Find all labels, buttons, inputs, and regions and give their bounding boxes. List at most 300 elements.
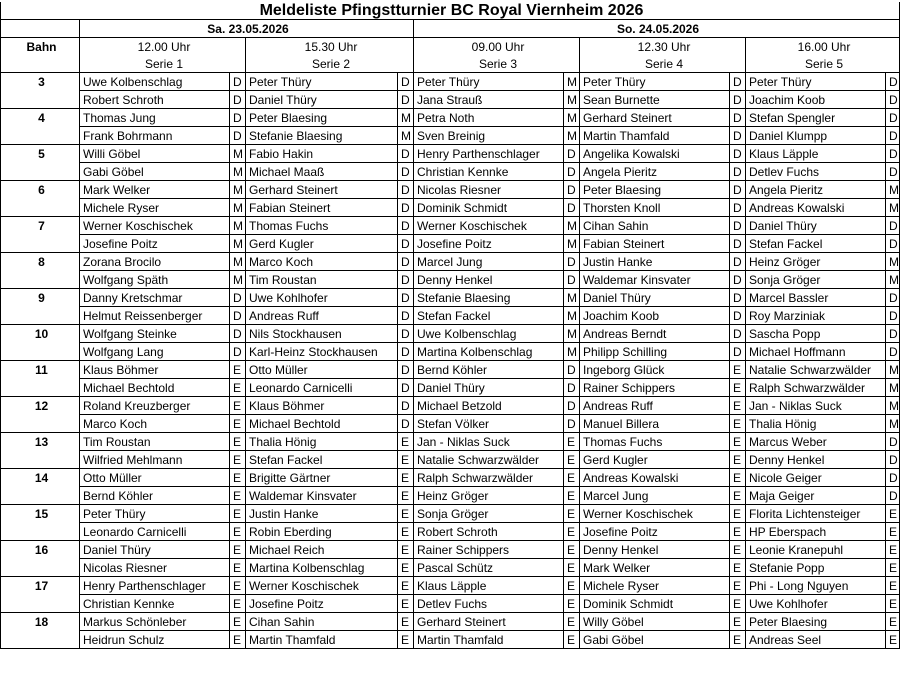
- player-name: Waldemar Kinsvater: [580, 271, 730, 289]
- series-2-name: Serie 2: [246, 55, 414, 73]
- category-code: E: [886, 559, 900, 577]
- player-name: Tim Roustan: [246, 271, 398, 289]
- player-name: Uwe Kolbenschlag: [414, 325, 564, 343]
- category-code: D: [730, 217, 746, 235]
- player-name: Thomas Fuchs: [580, 433, 730, 451]
- category-code: D: [398, 325, 414, 343]
- player-name: Petra Noth: [414, 109, 564, 127]
- bahn-number: 14: [1, 469, 80, 487]
- category-code: D: [730, 307, 746, 325]
- player-name: Andreas Berndt: [580, 325, 730, 343]
- table-row: [1, 325, 900, 343]
- category-code: D: [886, 217, 900, 235]
- category-code: M: [230, 253, 246, 271]
- series-2-time: 15.30 Uhr: [246, 38, 414, 56]
- player-name: Waldemar Kinsvater: [246, 487, 398, 505]
- category-code: D: [730, 181, 746, 199]
- player-name: Nicolas Riesner: [414, 181, 564, 199]
- player-name: Sonja Gröger: [746, 271, 886, 289]
- day-sunday: So. 24.05.2026: [414, 20, 900, 38]
- series-1-time: 12.00 Uhr: [137, 39, 191, 54]
- category-code: E: [398, 505, 414, 523]
- bahn-number: 7: [1, 217, 80, 235]
- category-code: E: [730, 595, 746, 613]
- category-code: D: [730, 163, 746, 181]
- player-name: Uwe Kolbenschlag: [80, 73, 230, 91]
- category-code: M: [886, 199, 900, 217]
- category-code: E: [564, 577, 580, 595]
- bahn-number: 5: [1, 145, 80, 163]
- player-name: Michael Maaß: [246, 163, 398, 181]
- table-row: [1, 307, 900, 325]
- bahn-number: [1, 343, 80, 361]
- player-name: Josefine Poitz: [580, 523, 730, 541]
- category-code: D: [886, 325, 900, 343]
- category-code: E: [730, 415, 746, 433]
- category-code: E: [230, 613, 246, 631]
- category-code: D: [886, 145, 900, 163]
- player-name: Michele Ryser: [80, 199, 230, 217]
- category-code: D: [564, 163, 580, 181]
- bahn-number: [1, 271, 80, 289]
- category-code: M: [230, 181, 246, 199]
- player-name: Bernd Köhler: [80, 487, 230, 505]
- category-code: D: [398, 361, 414, 379]
- series-3-time: 09.00 Uhr: [471, 39, 525, 54]
- player-name: Nils Stockhausen: [246, 325, 398, 343]
- player-name: Michael Reich: [246, 541, 398, 559]
- category-code: E: [730, 487, 746, 505]
- bahn-number: 6: [1, 181, 80, 199]
- player-name: Robin Eberding: [246, 523, 398, 541]
- category-code: D: [398, 307, 414, 325]
- table-row: [1, 595, 900, 613]
- player-name: Danny Kretschmar: [80, 289, 230, 307]
- player-name: Peter Blaesing: [746, 613, 886, 631]
- player-name: Manuel Billera: [580, 415, 730, 433]
- category-code: E: [230, 577, 246, 595]
- category-code: D: [230, 109, 246, 127]
- category-code: E: [398, 559, 414, 577]
- category-code: D: [730, 325, 746, 343]
- player-name: Nicole Geiger: [746, 469, 886, 487]
- category-code: M: [564, 325, 580, 343]
- category-code: D: [398, 217, 414, 235]
- table-row: [1, 361, 900, 379]
- category-code: E: [230, 469, 246, 487]
- player-name: Christian Kennke: [414, 163, 564, 181]
- player-name: Andreas Kowalski: [746, 199, 886, 217]
- player-name: Denny Henkel: [580, 541, 730, 559]
- player-name: Peter Thüry: [746, 73, 886, 91]
- category-code: E: [398, 577, 414, 595]
- category-code: D: [398, 91, 414, 109]
- category-code: E: [564, 469, 580, 487]
- bahn-number: [1, 307, 80, 325]
- player-name: Cihan Sahin: [580, 217, 730, 235]
- category-code: E: [230, 433, 246, 451]
- player-name: Josefine Poitz: [80, 235, 230, 253]
- category-code: E: [886, 577, 900, 595]
- player-name: Roland Kreuzberger: [80, 397, 230, 415]
- player-name: Klaus Läpple: [414, 577, 564, 595]
- category-code: D: [886, 343, 900, 361]
- category-code: D: [564, 199, 580, 217]
- table-row: [1, 145, 900, 163]
- player-name: Angela Pieritz: [746, 181, 886, 199]
- player-name: Leonardo Carnicelli: [246, 379, 398, 397]
- player-name: Stefanie Blaesing: [414, 289, 564, 307]
- player-name: Denny Henkel: [414, 271, 564, 289]
- category-code: E: [230, 559, 246, 577]
- player-name: Markus Schönleber: [80, 613, 230, 631]
- player-name: Gabi Göbel: [80, 163, 230, 181]
- player-name: Daniel Thüry: [80, 541, 230, 559]
- category-code: D: [230, 307, 246, 325]
- player-name: Jan - Niklas Suck: [414, 433, 564, 451]
- player-name: Henry Parthenschlager: [80, 577, 230, 595]
- category-code: D: [230, 343, 246, 361]
- player-name: Daniel Klumpp: [746, 127, 886, 145]
- bahn-number: [1, 631, 80, 649]
- player-name: Denny Henkel: [746, 451, 886, 469]
- player-name: Stefan Fackel: [414, 307, 564, 325]
- category-code: M: [886, 415, 900, 433]
- category-code: D: [886, 307, 900, 325]
- category-code: E: [230, 487, 246, 505]
- category-code: D: [398, 289, 414, 307]
- table-row: [1, 253, 900, 271]
- category-code: E: [730, 523, 746, 541]
- category-code: D: [230, 73, 246, 91]
- series-4-time: 12.30 Uhr: [580, 38, 746, 56]
- player-name: Christian Kennke: [80, 595, 230, 613]
- category-code: D: [398, 271, 414, 289]
- category-code: E: [398, 631, 414, 649]
- player-name: Justin Hanke: [246, 505, 398, 523]
- player-name: Gerhard Steinert: [580, 109, 730, 127]
- player-name: Daniel Thüry: [246, 91, 398, 109]
- table-row: [1, 523, 900, 541]
- category-code: D: [886, 433, 900, 451]
- player-name: Leonie Kranepuhl: [746, 541, 886, 559]
- table-row: [1, 577, 900, 595]
- bahn-number: 17: [1, 577, 80, 595]
- table-row: [1, 73, 900, 91]
- bahn-number: 9: [1, 289, 80, 307]
- player-name: Ralph Schwarzwälder: [414, 469, 564, 487]
- category-code: E: [564, 433, 580, 451]
- category-code: D: [398, 397, 414, 415]
- category-code: M: [230, 271, 246, 289]
- category-code: D: [564, 379, 580, 397]
- series-1-name: Serie 1: [80, 55, 246, 73]
- player-name: Sascha Popp: [746, 325, 886, 343]
- player-name: Martin Thamfald: [414, 631, 564, 649]
- player-name: Wolfgang Lang: [80, 343, 230, 361]
- category-code: E: [730, 577, 746, 595]
- player-name: Florita Lichtensteiger: [746, 505, 886, 523]
- player-name: Heinz Gröger: [414, 487, 564, 505]
- player-name: Dominik Schmidt: [414, 199, 564, 217]
- player-name: Robert Schroth: [80, 91, 230, 109]
- category-code: D: [886, 91, 900, 109]
- table-row: [1, 127, 900, 145]
- category-code: D: [398, 145, 414, 163]
- player-name: Fabian Steinert: [246, 199, 398, 217]
- series-3-name: Serie 3: [414, 55, 580, 73]
- category-code: D: [730, 73, 746, 91]
- category-code: D: [730, 253, 746, 271]
- category-code: E: [564, 541, 580, 559]
- player-name: Peter Thüry: [414, 73, 564, 91]
- category-code: D: [886, 235, 900, 253]
- player-name: Gerhard Steinert: [246, 181, 398, 199]
- player-name: Henry Parthenschlager: [414, 145, 564, 163]
- player-name: Peter Thüry: [246, 73, 398, 91]
- category-code: M: [398, 127, 414, 145]
- player-name: Marcel Jung: [414, 253, 564, 271]
- player-name: Zorana Brocilo: [80, 253, 230, 271]
- category-code: D: [886, 73, 900, 91]
- category-code: E: [398, 541, 414, 559]
- series-5-name: Serie 5: [746, 55, 900, 73]
- category-code: D: [398, 181, 414, 199]
- player-name: Sonja Gröger: [414, 505, 564, 523]
- bahn-number: 11: [1, 361, 80, 379]
- category-code: M: [564, 217, 580, 235]
- table-row: [1, 379, 900, 397]
- player-name: Ingeborg Glück: [580, 361, 730, 379]
- player-name: Michael Betzold: [414, 397, 564, 415]
- player-name: Rainer Schippers: [580, 379, 730, 397]
- time-header-row: [1, 38, 900, 56]
- category-code: E: [886, 613, 900, 631]
- category-code: E: [886, 595, 900, 613]
- player-name: Marcel Bassler: [746, 289, 886, 307]
- category-code: E: [730, 559, 746, 577]
- player-name: Cihan Sahin: [246, 613, 398, 631]
- category-code: M: [564, 127, 580, 145]
- table-row: [1, 343, 900, 361]
- category-code: M: [564, 235, 580, 253]
- category-code: D: [730, 127, 746, 145]
- category-code: D: [230, 91, 246, 109]
- category-code: D: [886, 163, 900, 181]
- category-code: D: [730, 199, 746, 217]
- entry-list-table: [0, 2, 900, 649]
- category-code: D: [730, 235, 746, 253]
- bahn-number: [1, 415, 80, 433]
- category-code: M: [564, 307, 580, 325]
- category-code: E: [886, 505, 900, 523]
- category-code: D: [886, 127, 900, 145]
- category-code: D: [398, 253, 414, 271]
- player-name: Sean Burnette: [580, 91, 730, 109]
- category-code: D: [564, 415, 580, 433]
- bahn-header: Bahn: [1, 38, 80, 56]
- player-name: Thorsten Knoll: [580, 199, 730, 217]
- player-name: Andreas Ruff: [580, 397, 730, 415]
- table-row: [1, 235, 900, 253]
- bahn-number: 12: [1, 397, 80, 415]
- category-code: E: [564, 631, 580, 649]
- title-row: [1, 2, 900, 20]
- player-name: Uwe Kohlhofer: [246, 289, 398, 307]
- category-code: D: [398, 379, 414, 397]
- category-code: D: [564, 181, 580, 199]
- category-code: E: [886, 631, 900, 649]
- category-code: D: [730, 91, 746, 109]
- category-code: D: [398, 415, 414, 433]
- category-code: M: [886, 181, 900, 199]
- table-row: [1, 181, 900, 199]
- category-code: M: [564, 73, 580, 91]
- category-code: D: [564, 145, 580, 163]
- player-name: Martin Thamfald: [246, 631, 398, 649]
- player-name: Natalie Schwarzwälder: [414, 451, 564, 469]
- table-row: [1, 271, 900, 289]
- player-name: Daniel Thüry: [746, 217, 886, 235]
- category-code: E: [886, 541, 900, 559]
- category-code: E: [230, 523, 246, 541]
- bahn-number: [1, 235, 80, 253]
- category-code: M: [564, 91, 580, 109]
- category-code: D: [886, 469, 900, 487]
- bahn-number: 16: [1, 541, 80, 559]
- player-name: Peter Blaesing: [246, 109, 398, 127]
- category-code: D: [730, 343, 746, 361]
- bahn-number: [1, 379, 80, 397]
- category-code: E: [230, 505, 246, 523]
- category-code: D: [886, 487, 900, 505]
- player-name: Andreas Ruff: [246, 307, 398, 325]
- category-code: E: [564, 487, 580, 505]
- player-name: Fabio Hakin: [246, 145, 398, 163]
- category-code: M: [564, 343, 580, 361]
- category-code: D: [730, 289, 746, 307]
- table-row: [1, 217, 900, 235]
- player-name: Wolfgang Späth: [80, 271, 230, 289]
- bahn-number: 13: [1, 433, 80, 451]
- player-name: Fabian Steinert: [580, 235, 730, 253]
- table-row: [1, 451, 900, 469]
- player-name: Gerhard Steinert: [414, 613, 564, 631]
- category-code: D: [230, 325, 246, 343]
- player-name: Andreas Seel: [746, 631, 886, 649]
- player-name: Marco Koch: [246, 253, 398, 271]
- player-name: Dominik Schmidt: [580, 595, 730, 613]
- category-code: E: [564, 505, 580, 523]
- player-name: Pascal Schütz: [414, 559, 564, 577]
- category-code: E: [730, 397, 746, 415]
- bahn-number: [1, 523, 80, 541]
- category-code: M: [230, 163, 246, 181]
- player-name: Marcel Jung: [580, 487, 730, 505]
- category-code: D: [564, 361, 580, 379]
- table-row: [1, 91, 900, 109]
- bahn-number: 8: [1, 253, 80, 271]
- player-name: Jana Strauß: [414, 91, 564, 109]
- player-name: Leonardo Carnicelli: [80, 523, 230, 541]
- table-row: [1, 613, 900, 631]
- player-name: Werner Koschischek: [246, 577, 398, 595]
- player-name: Gabi Göbel: [580, 631, 730, 649]
- table-row: [1, 631, 900, 649]
- category-code: E: [230, 541, 246, 559]
- category-code: E: [730, 469, 746, 487]
- category-code: E: [398, 595, 414, 613]
- category-code: E: [730, 451, 746, 469]
- player-name: Stefan Fackel: [246, 451, 398, 469]
- player-name: Daniel Thüry: [414, 379, 564, 397]
- player-name: Werner Koschischek: [80, 217, 230, 235]
- category-code: D: [564, 253, 580, 271]
- category-code: E: [730, 379, 746, 397]
- table-row: [1, 559, 900, 577]
- player-name: Heidrun Schulz: [80, 631, 230, 649]
- table-row: [1, 469, 900, 487]
- player-name: Thomas Fuchs: [246, 217, 398, 235]
- table-row: [1, 505, 900, 523]
- category-code: M: [886, 361, 900, 379]
- category-code: E: [398, 451, 414, 469]
- category-code: E: [730, 541, 746, 559]
- player-name: Michele Ryser: [580, 577, 730, 595]
- day-header-row: [1, 20, 900, 38]
- player-name: Heinz Gröger: [746, 253, 886, 271]
- player-name: Marcus Weber: [746, 433, 886, 451]
- category-code: M: [564, 109, 580, 127]
- player-name: Klaus Böhmer: [80, 361, 230, 379]
- player-name: Otto Müller: [80, 469, 230, 487]
- player-name: Stefan Spengler: [746, 109, 886, 127]
- player-name: Natalie Schwarzwälder: [746, 361, 886, 379]
- category-code: E: [230, 397, 246, 415]
- category-code: E: [564, 451, 580, 469]
- player-name: Brigitte Gärtner: [246, 469, 398, 487]
- category-code: D: [730, 145, 746, 163]
- category-code: E: [230, 631, 246, 649]
- category-code: E: [230, 595, 246, 613]
- category-code: D: [230, 127, 246, 145]
- category-code: D: [886, 109, 900, 127]
- series-header-row: [1, 55, 900, 73]
- player-name: Rainer Schippers: [414, 541, 564, 559]
- category-code: E: [730, 505, 746, 523]
- player-name: Thalia Hönig: [246, 433, 398, 451]
- bahn-number: [1, 487, 80, 505]
- player-name: Otto Müller: [246, 361, 398, 379]
- player-name: Mark Welker: [580, 559, 730, 577]
- category-code: D: [886, 289, 900, 307]
- category-code: E: [564, 613, 580, 631]
- player-name: Nicolas Riesner: [80, 559, 230, 577]
- player-name: Thalia Hönig: [746, 415, 886, 433]
- category-code: D: [886, 451, 900, 469]
- category-code: E: [564, 523, 580, 541]
- category-code: M: [564, 289, 580, 307]
- player-name: Joachim Koob: [580, 307, 730, 325]
- player-name: Maja Geiger: [746, 487, 886, 505]
- player-name: Wolfgang Steinke: [80, 325, 230, 343]
- player-name: Martin Thamfald: [580, 127, 730, 145]
- day-saturday: Sa. 23.05.2026: [80, 20, 414, 38]
- player-name: Peter Thüry: [80, 505, 230, 523]
- player-name: Wilfried Mehlmann: [80, 451, 230, 469]
- player-name: Uwe Kohlhofer: [746, 595, 886, 613]
- category-code: E: [230, 379, 246, 397]
